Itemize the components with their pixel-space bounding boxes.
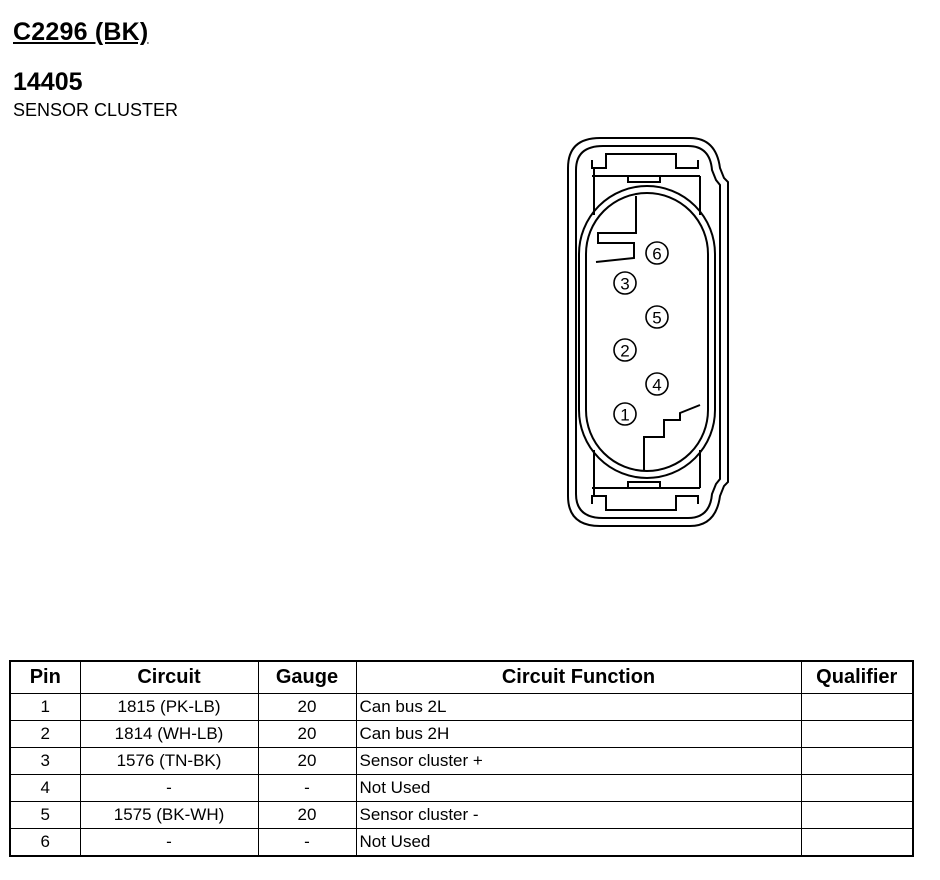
cell-circuit: - — [80, 775, 258, 802]
cell-circuit: 1576 (TN-BK) — [80, 748, 258, 775]
table-row — [10, 748, 913, 775]
cell-gauge: - — [258, 775, 356, 802]
pin-label-6: 6 — [652, 244, 662, 264]
part-name: SENSOR CLUSTER — [13, 100, 179, 120]
table-row — [10, 694, 913, 721]
cell-gauge: 20 — [258, 694, 356, 721]
pin-label-3: 3 — [620, 274, 630, 294]
cell-qualifier — [801, 694, 913, 721]
cell-qualifier — [801, 829, 913, 857]
cell-qualifier — [801, 802, 913, 829]
cell-circuit: 1575 (BK-WH) — [80, 802, 258, 829]
cell-function: Not Used — [356, 829, 801, 857]
cell-pin: 1 — [10, 694, 80, 721]
header-gauge: Gauge — [258, 661, 356, 694]
table-row — [10, 802, 913, 829]
header-circuit: Circuit — [80, 661, 258, 694]
header-pin: Pin — [10, 661, 80, 694]
pin-markers — [614, 242, 668, 425]
header-circuit-function: Circuit Function — [356, 661, 801, 694]
cell-gauge: 20 — [258, 748, 356, 775]
cell-function: Sensor cluster + — [356, 748, 801, 775]
header-qualifier: Qualifier — [801, 661, 913, 694]
cell-function: Sensor cluster - — [356, 802, 801, 829]
pin-label-4: 4 — [652, 375, 662, 395]
connector-id: C2296 (BK) — [13, 18, 149, 46]
pin-cavity-inner — [586, 193, 708, 471]
cell-function: Can bus 2L — [356, 694, 801, 721]
cell-circuit: 1814 (WH-LB) — [80, 721, 258, 748]
table-row — [10, 721, 913, 748]
bottom-key — [644, 405, 700, 466]
cell-qualifier — [801, 748, 913, 775]
pin-label-5: 5 — [652, 308, 662, 328]
cell-gauge: 20 — [258, 721, 356, 748]
top-key — [596, 196, 636, 262]
cell-pin: 2 — [10, 721, 80, 748]
table-header-row — [10, 661, 913, 694]
housing-inner-outline — [576, 146, 720, 518]
cell-function: Not Used — [356, 775, 801, 802]
part-number: 14405 — [13, 68, 83, 96]
pin-table — [9, 660, 914, 857]
bottom-latch — [592, 496, 698, 510]
cell-circuit: 1815 (PK-LB) — [80, 694, 258, 721]
table-row — [10, 775, 913, 802]
pin-cavity-outer — [579, 186, 715, 478]
pin-label-2: 2 — [620, 341, 630, 361]
cell-gauge: - — [258, 829, 356, 857]
housing-outline — [568, 138, 728, 526]
cell-gauge: 20 — [258, 802, 356, 829]
cell-pin: 3 — [10, 748, 80, 775]
cell-function: Can bus 2H — [356, 721, 801, 748]
table-row — [10, 829, 913, 857]
cell-pin: 5 — [10, 802, 80, 829]
cell-qualifier — [801, 775, 913, 802]
cell-qualifier — [801, 721, 913, 748]
cell-pin: 4 — [10, 775, 80, 802]
cell-circuit: - — [80, 829, 258, 857]
top-latch — [592, 154, 698, 168]
cell-pin: 6 — [10, 829, 80, 857]
pin-label-1: 1 — [620, 405, 630, 425]
